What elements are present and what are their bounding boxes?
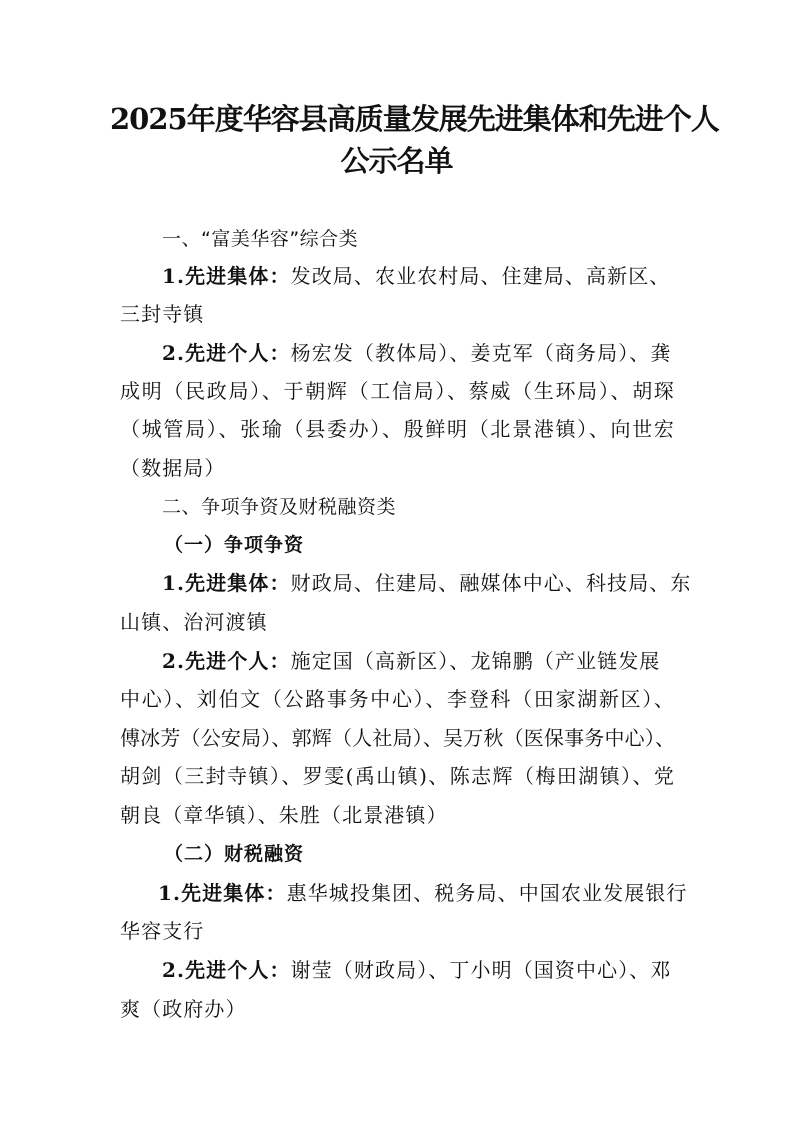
collective-text: 财政局、住建局、融媒体中心、科技局、东 xyxy=(290,571,692,595)
collective-text: 惠华城投集团、税务局、中国农业发展银行 xyxy=(286,881,688,905)
section-1-individual-line-3: （城管局）、张瑜（县委办）、殷鲜明（北景港镇）、向世宏 xyxy=(120,417,675,441)
subsection-1-collective-line-2: 山镇、治河渡镇 xyxy=(120,610,268,634)
section-2-heading: 二、争项争资及财税融资类 xyxy=(162,496,397,518)
subsection-1-individual-line-3: 傅冰芳（公安局）、郭辉（人社局）、吴万秋（医保事务中心）、 xyxy=(120,726,675,750)
section-1-collective-line-2: 三封寺镇 xyxy=(120,302,205,326)
subsection-2-heading: （二）财税融资 xyxy=(164,843,305,865)
section-1-individual-line-1 xyxy=(162,335,672,371)
subsection-2-collective-line-1 xyxy=(158,875,688,911)
section-1-collective-line-1 xyxy=(162,258,670,294)
subsection-1-individual-line-4: 胡剑（三封寺镇）、罗雯(禹山镇)、陈志辉（梅田湖镇）、党 xyxy=(120,764,675,788)
subsection-1-individual-line-1 xyxy=(162,643,660,679)
section-1-individual-line-4: （数据局） xyxy=(120,456,226,480)
individual-text: 杨宏发（教体局）、姜克军（商务局）、龚 xyxy=(290,341,672,365)
subsection-2-individual-line-1 xyxy=(162,952,672,988)
individual-label: 2.先进个人： xyxy=(162,341,291,365)
subsection-1-individual-line-2: 中心）、刘伯文（公路事务中心）、李登科（田家湖新区）、 xyxy=(120,687,675,711)
collective-label: 1.先进集体： xyxy=(162,264,291,288)
individual-label: 2.先进个人： xyxy=(162,649,291,673)
individual-text: 施定国（高新区）、龙锦鹏（产业链发展 xyxy=(290,649,661,673)
individual-text: 谢莹（财政局）、丁小明（国资中心）、邓 xyxy=(290,958,672,982)
collective-text: 发改局、农业农村局、住建局、高新区、 xyxy=(290,264,671,288)
individual-label: 2.先进个人： xyxy=(162,958,291,982)
subsection-2-individual-line-2: 爽（政府办） xyxy=(120,997,247,1021)
subsection-1-collective-line-1 xyxy=(162,565,692,601)
collective-label: 1.先进集体： xyxy=(162,571,291,595)
section-1-individual-line-2: 成明（民政局）、于朝辉（工信局）、蔡威（生环局）、胡琛 xyxy=(120,379,675,403)
subsection-1-heading: （一）争项争资 xyxy=(164,534,305,556)
subsection-1-individual-line-5: 朝良（章华镇）、朱胜（北景港镇） xyxy=(120,803,448,827)
section-1-heading: 一、“富美华容”综合类 xyxy=(162,228,359,250)
document-title-line-1: 2025年度华容县高质量发展先进集体和先进个人 xyxy=(110,102,719,136)
collective-label: 1.先进集体： xyxy=(158,881,287,905)
document-title-line-2: 公示名单 xyxy=(340,144,453,178)
subsection-2-collective-line-2: 华容支行 xyxy=(120,919,205,943)
